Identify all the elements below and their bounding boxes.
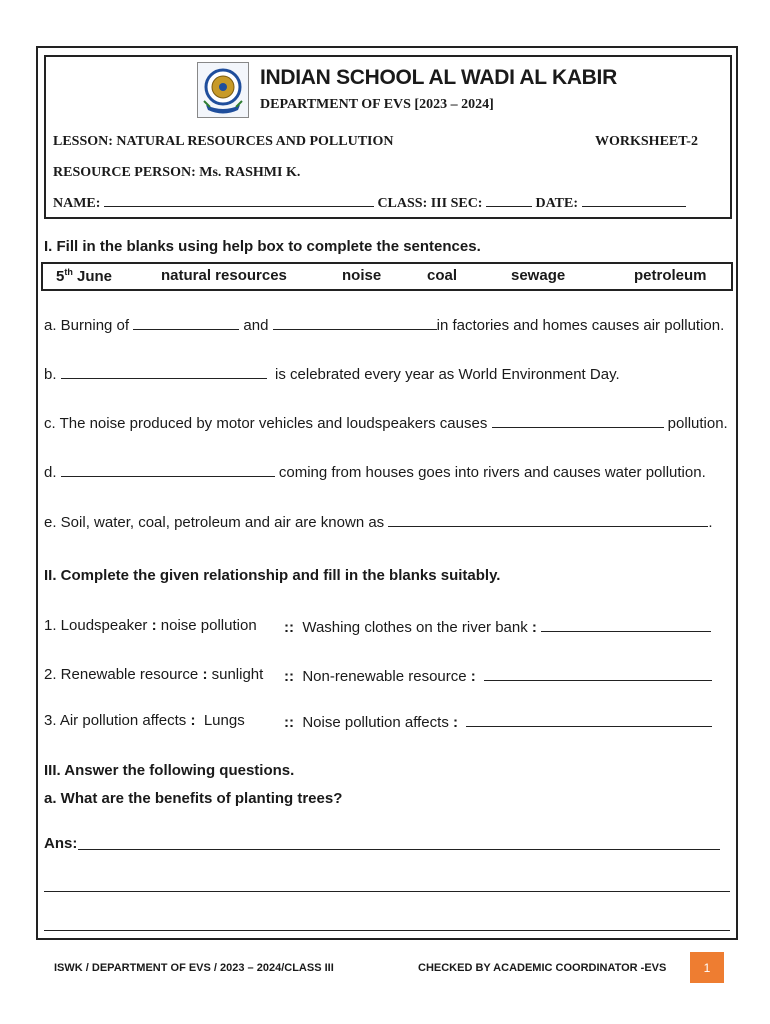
blank-2-2[interactable] [484, 666, 712, 681]
answer-line-3[interactable] [44, 930, 730, 931]
page-number-badge [690, 952, 724, 983]
blank-1a-2[interactable] [273, 315, 437, 330]
help-box [41, 262, 733, 291]
relation-3-left: 3. Air pollution affects : Lungs [44, 712, 245, 729]
blank-2-3[interactable] [466, 712, 712, 727]
name-label: NAME: [53, 196, 101, 211]
page-number: 1 [703, 960, 711, 975]
section-field[interactable] [486, 192, 532, 207]
blank-1e[interactable] [388, 512, 708, 527]
blank-1b[interactable] [61, 364, 267, 379]
help-word-june: 5th June [56, 267, 113, 285]
answer-line-2[interactable] [44, 891, 730, 892]
relation-3-right: :: Noise pollution affects : [284, 712, 712, 731]
footer-left: ISWK / DEPARTMENT OF EVS / 2023 – 2024/CLASS III [54, 962, 334, 974]
name-field[interactable] [104, 192, 374, 207]
question-1b: b. is celebrated every year as World Environment Day. [44, 366, 620, 383]
question-1a: a. Burning of and in factories and homes causes air pollution. [44, 317, 725, 334]
worksheet-number: WORKSHEET-2 [595, 134, 698, 149]
department-title: DEPARTMENT OF EVS [2023 – 2024] [260, 97, 494, 112]
help-word-petroleum: petroleum [634, 267, 707, 284]
resource-person: RESOURCE PERSON: Ms. RASHMI K. [53, 165, 301, 180]
relation-1-right: :: Washing clothes on the river bank : [284, 617, 711, 636]
section-3-title: III. Answer the following questions. [44, 762, 295, 779]
date-field[interactable] [582, 192, 686, 207]
section-2-title: II. Complete the given relationship and fill in the blanks suitably. [44, 567, 501, 584]
relation-2-right: :: Non-renewable resource : [284, 666, 712, 685]
answer-line-1[interactable] [78, 849, 720, 850]
footer-right: CHECKED BY ACADEMIC COORDINATOR -EVS [418, 962, 667, 974]
date-label: DATE: [535, 196, 579, 211]
question-3a: a. What are the benefits of planting trees? [44, 790, 343, 807]
blank-1d[interactable] [61, 462, 275, 477]
school-logo [197, 62, 249, 118]
blank-1a-1[interactable] [133, 315, 239, 330]
help-word-noise: noise [342, 267, 382, 284]
question-1c: c. The noise produced by motor vehicles and loudspeakers causes pollution. [44, 415, 728, 432]
class-label: CLASS: III SEC: [377, 196, 483, 211]
help-word-sewage: sewage [511, 267, 566, 284]
name-row [53, 192, 686, 212]
blank-2-1[interactable] [541, 617, 711, 632]
help-word-coal: coal [427, 267, 458, 284]
help-word-natural-resources: natural resources [161, 267, 287, 284]
question-1d: d. coming from houses goes into rivers and causes water pollution. [44, 464, 706, 481]
section-1-title: I. Fill in the blanks using help box to complete the sentences. [44, 238, 481, 255]
blank-1c[interactable] [492, 413, 664, 428]
relation-2-left: 2. Renewable resource : sunlight [44, 666, 264, 683]
answer-label: Ans: [44, 835, 78, 852]
school-name: INDIAN SCHOOL AL WADI AL KABIR [260, 66, 617, 89]
question-1e: e. Soil, water, coal, petroleum and air are known as . [44, 514, 713, 531]
lesson-title: LESSON: NATURAL RESOURCES AND POLLUTION [53, 134, 394, 149]
relation-1-left: 1. Loudspeaker : noise pollution [44, 617, 257, 634]
